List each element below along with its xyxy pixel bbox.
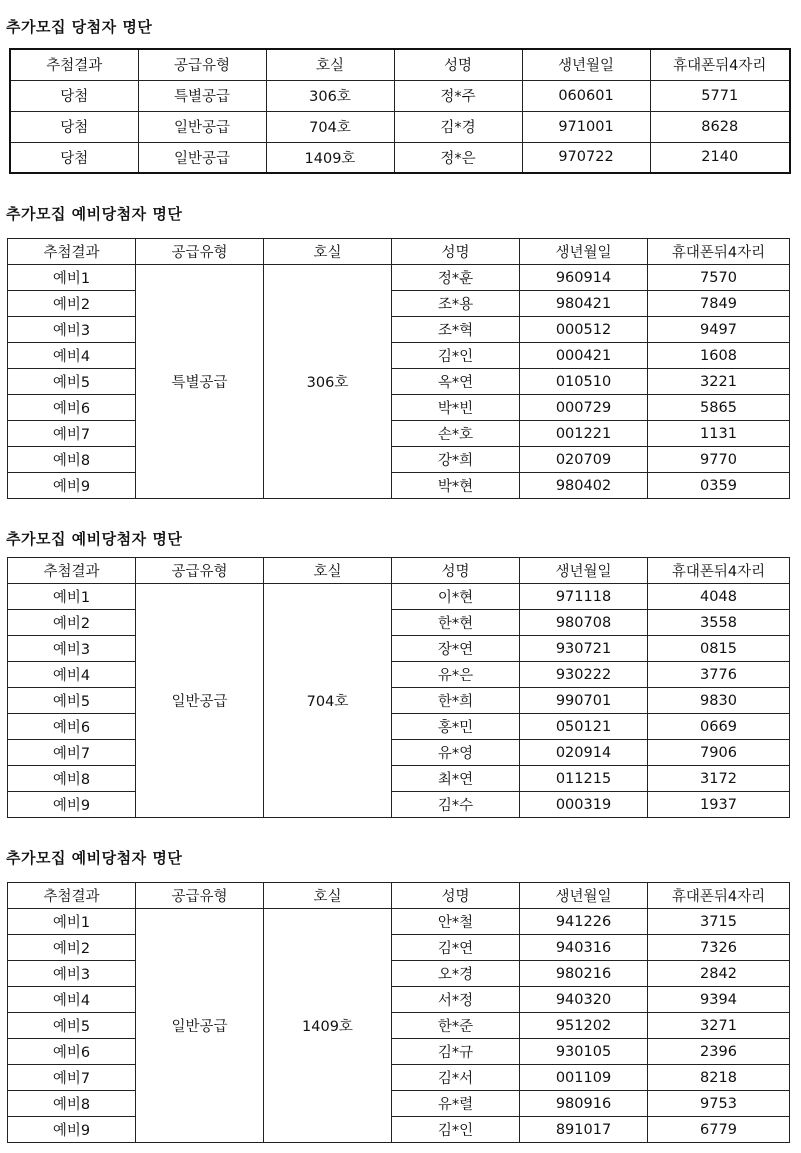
phone-last4-cell: 3271	[648, 1013, 790, 1039]
unit-cell: 1409호	[264, 909, 392, 1143]
phone-last4-cell: 9394	[648, 987, 790, 1013]
draw-result-cell: 예비2	[8, 610, 136, 636]
birthdate-cell: 000729	[520, 395, 648, 421]
draw-result-cell: 예비3	[8, 317, 136, 343]
name-cell: 오*경	[392, 961, 520, 987]
winners-table	[9, 48, 791, 174]
table-row	[10, 80, 790, 111]
name-cell: 이*현	[392, 584, 520, 610]
draw-result-cell: 예비4	[8, 343, 136, 369]
birthdate-cell: 020709	[520, 447, 648, 473]
supply-type-cell: 일반공급	[136, 909, 264, 1143]
birthdate-cell: 980708	[520, 610, 648, 636]
draw-result-cell: 예비5	[8, 1013, 136, 1039]
phone-last4-cell: 3776	[648, 662, 790, 688]
phone-last4-cell: 7326	[648, 935, 790, 961]
header-phone-last4: 휴대폰뒤4자리	[648, 558, 790, 584]
header-unit: 호실	[266, 49, 394, 80]
table-row	[8, 935, 790, 961]
birthdate-cell: 980216	[520, 961, 648, 987]
birthdate-cell: 980916	[520, 1091, 648, 1117]
name-cell: 한*현	[392, 610, 520, 636]
birthdate-cell: 971118	[520, 584, 648, 610]
birthdate-cell: 000319	[520, 792, 648, 818]
draw-result-cell: 예비1	[8, 584, 136, 610]
birthdate-cell: 020914	[520, 740, 648, 766]
draw-result-cell: 예비9	[8, 473, 136, 499]
table-row	[8, 265, 790, 291]
birthdate-cell: 990701	[520, 688, 648, 714]
draw-result-cell: 예비7	[8, 421, 136, 447]
unit-cell: 306호	[266, 80, 394, 111]
supply-type-cell: 일반공급	[138, 142, 266, 173]
draw-result-cell: 예비9	[8, 792, 136, 818]
table-row	[8, 1013, 790, 1039]
header-supply-type: 공급유형	[136, 239, 264, 265]
table-row	[10, 142, 790, 173]
draw-result-cell: 예비8	[8, 1091, 136, 1117]
birthdate-cell: 930222	[520, 662, 648, 688]
table-row	[8, 636, 790, 662]
phone-last4-cell: 4048	[648, 584, 790, 610]
draw-result-cell: 예비1	[8, 265, 136, 291]
table-row	[8, 369, 790, 395]
phone-last4-cell: 3221	[648, 369, 790, 395]
birthdate-cell: 940316	[520, 935, 648, 961]
birthdate-cell: 001109	[520, 1065, 648, 1091]
table-row	[8, 792, 790, 818]
table-row	[8, 909, 790, 935]
table-row	[8, 714, 790, 740]
draw-result-cell: 예비8	[8, 766, 136, 792]
birthdate-cell: 951202	[520, 1013, 648, 1039]
phone-last4-cell: 7849	[648, 291, 790, 317]
name-cell: 안*철	[392, 909, 520, 935]
reserve-table	[7, 557, 790, 818]
draw-result-cell: 예비2	[8, 291, 136, 317]
header-draw-result: 추첨결과	[10, 49, 138, 80]
header-birthdate: 생년월일	[520, 558, 648, 584]
draw-result-cell: 당첨	[10, 80, 138, 111]
draw-result-cell: 예비9	[8, 1117, 136, 1143]
name-cell: 손*호	[392, 421, 520, 447]
draw-result-cell: 예비2	[8, 935, 136, 961]
name-cell: 김*인	[392, 343, 520, 369]
draw-result-cell: 예비1	[8, 909, 136, 935]
header-draw-result: 추첨결과	[8, 883, 136, 909]
draw-result-cell: 예비7	[8, 740, 136, 766]
name-cell: 김*서	[392, 1065, 520, 1091]
name-cell: 유*은	[392, 662, 520, 688]
header-birthdate: 생년월일	[522, 49, 650, 80]
draw-result-cell: 예비5	[8, 369, 136, 395]
name-cell: 한*희	[392, 688, 520, 714]
name-cell: 김*경	[394, 111, 522, 142]
table-row	[8, 343, 790, 369]
name-cell: 박*빈	[392, 395, 520, 421]
name-cell: 김*수	[392, 792, 520, 818]
supply-type-cell: 특별공급	[138, 80, 266, 111]
table-row	[8, 1117, 790, 1143]
birthdate-cell: 941226	[520, 909, 648, 935]
birthdate-cell: 960914	[520, 265, 648, 291]
phone-last4-cell: 9497	[648, 317, 790, 343]
draw-result-cell: 예비4	[8, 987, 136, 1013]
name-cell: 장*연	[392, 636, 520, 662]
header-name: 성명	[392, 558, 520, 584]
draw-result-cell: 예비6	[8, 714, 136, 740]
draw-result-cell: 예비3	[8, 636, 136, 662]
table-row	[8, 447, 790, 473]
reserve-table	[7, 238, 790, 499]
draw-result-cell: 당첨	[10, 142, 138, 173]
phone-last4-cell: 2396	[648, 1039, 790, 1065]
table-row	[8, 291, 790, 317]
phone-last4-cell: 1937	[648, 792, 790, 818]
header-supply-type: 공급유형	[138, 49, 266, 80]
table-row	[8, 1091, 790, 1117]
header-draw-result: 추첨결과	[8, 239, 136, 265]
name-cell: 한*준	[392, 1013, 520, 1039]
table-row	[8, 1065, 790, 1091]
birthdate-cell: 001221	[520, 421, 648, 447]
name-cell: 박*현	[392, 473, 520, 499]
table-row	[8, 317, 790, 343]
table-row	[8, 584, 790, 610]
draw-result-cell: 예비6	[8, 1039, 136, 1065]
phone-last4-cell: 5771	[650, 80, 790, 111]
header-phone-last4: 휴대폰뒤4자리	[650, 49, 790, 80]
header-unit: 호실	[264, 558, 392, 584]
draw-result-cell: 예비7	[8, 1065, 136, 1091]
header-draw-result: 추첨결과	[8, 558, 136, 584]
phone-last4-cell: 8218	[648, 1065, 790, 1091]
table-row	[8, 1039, 790, 1065]
birthdate-cell: 891017	[520, 1117, 648, 1143]
birthdate-cell: 010510	[520, 369, 648, 395]
name-cell: 조*혁	[392, 317, 520, 343]
reserve-section-title: 추가모집 예비당첨자 명단	[6, 849, 183, 867]
phone-last4-cell: 2842	[648, 961, 790, 987]
name-cell: 유*렬	[392, 1091, 520, 1117]
header-name: 성명	[392, 239, 520, 265]
winners-title: 추가모집 당첨자 명단	[6, 18, 153, 36]
reserve-section-title: 추가모집 예비당첨자 명단	[6, 205, 183, 223]
table-row	[8, 395, 790, 421]
name-cell: 유*영	[392, 740, 520, 766]
header-supply-type: 공급유형	[136, 558, 264, 584]
header-phone-last4: 휴대폰뒤4자리	[648, 883, 790, 909]
supply-type-cell: 특별공급	[136, 265, 264, 499]
phone-last4-cell: 1608	[648, 343, 790, 369]
table-row	[8, 740, 790, 766]
draw-result-cell: 예비4	[8, 662, 136, 688]
phone-last4-cell: 9753	[648, 1091, 790, 1117]
table-row	[8, 473, 790, 499]
table-row	[10, 111, 790, 142]
phone-last4-cell: 9770	[648, 447, 790, 473]
phone-last4-cell: 5865	[648, 395, 790, 421]
phone-last4-cell: 0359	[648, 473, 790, 499]
phone-last4-cell: 2140	[650, 142, 790, 173]
reserve-table	[7, 882, 790, 1143]
reserve-header-row	[8, 239, 790, 265]
phone-last4-cell: 3172	[648, 766, 790, 792]
phone-last4-cell: 0815	[648, 636, 790, 662]
table-row	[8, 662, 790, 688]
table-row	[8, 688, 790, 714]
birthdate-cell: 940320	[520, 987, 648, 1013]
phone-last4-cell: 0669	[648, 714, 790, 740]
name-cell: 김*규	[392, 1039, 520, 1065]
phone-last4-cell: 9830	[648, 688, 790, 714]
birthdate-cell: 930105	[520, 1039, 648, 1065]
birthdate-cell: 930721	[520, 636, 648, 662]
phone-last4-cell: 8628	[650, 111, 790, 142]
draw-result-cell: 예비3	[8, 961, 136, 987]
birthdate-cell: 011215	[520, 766, 648, 792]
header-unit: 호실	[264, 883, 392, 909]
table-row	[8, 610, 790, 636]
table-row	[8, 421, 790, 447]
reserve-header-row	[8, 558, 790, 584]
header-name: 성명	[392, 883, 520, 909]
birthdate-cell: 060601	[522, 80, 650, 111]
phone-last4-cell: 3558	[648, 610, 790, 636]
header-name: 성명	[394, 49, 522, 80]
draw-result-cell: 예비8	[8, 447, 136, 473]
name-cell: 서*정	[392, 987, 520, 1013]
name-cell: 김*인	[392, 1117, 520, 1143]
name-cell: 김*연	[392, 935, 520, 961]
name-cell: 홍*민	[392, 714, 520, 740]
birthdate-cell: 980402	[520, 473, 648, 499]
birthdate-cell: 000512	[520, 317, 648, 343]
phone-last4-cell: 7906	[648, 740, 790, 766]
supply-type-cell: 일반공급	[136, 584, 264, 818]
birthdate-cell: 980421	[520, 291, 648, 317]
birthdate-cell: 000421	[520, 343, 648, 369]
table-row	[8, 961, 790, 987]
draw-result-cell: 예비6	[8, 395, 136, 421]
phone-last4-cell: 1131	[648, 421, 790, 447]
name-cell: 정*주	[394, 80, 522, 111]
supply-type-cell: 일반공급	[138, 111, 266, 142]
name-cell: 최*연	[392, 766, 520, 792]
winners-header-row	[10, 49, 790, 80]
header-unit: 호실	[264, 239, 392, 265]
draw-result-cell: 예비5	[8, 688, 136, 714]
reserve-section-title: 추가모집 예비당첨자 명단	[6, 530, 183, 548]
header-supply-type: 공급유형	[136, 883, 264, 909]
header-phone-last4: 휴대폰뒤4자리	[648, 239, 790, 265]
name-cell: 정*은	[394, 142, 522, 173]
header-birthdate: 생년월일	[520, 883, 648, 909]
phone-last4-cell: 3715	[648, 909, 790, 935]
name-cell: 정*훈	[392, 265, 520, 291]
name-cell: 조*용	[392, 291, 520, 317]
draw-result-cell: 당첨	[10, 111, 138, 142]
birthdate-cell: 050121	[520, 714, 648, 740]
name-cell: 옥*연	[392, 369, 520, 395]
unit-cell: 1409호	[266, 142, 394, 173]
unit-cell: 704호	[266, 111, 394, 142]
phone-last4-cell: 6779	[648, 1117, 790, 1143]
name-cell: 강*희	[392, 447, 520, 473]
table-row	[8, 766, 790, 792]
reserve-header-row	[8, 883, 790, 909]
unit-cell: 704호	[264, 584, 392, 818]
table-row	[8, 987, 790, 1013]
unit-cell: 306호	[264, 265, 392, 499]
phone-last4-cell: 7570	[648, 265, 790, 291]
birthdate-cell: 971001	[522, 111, 650, 142]
header-birthdate: 생년월일	[520, 239, 648, 265]
birthdate-cell: 970722	[522, 142, 650, 173]
